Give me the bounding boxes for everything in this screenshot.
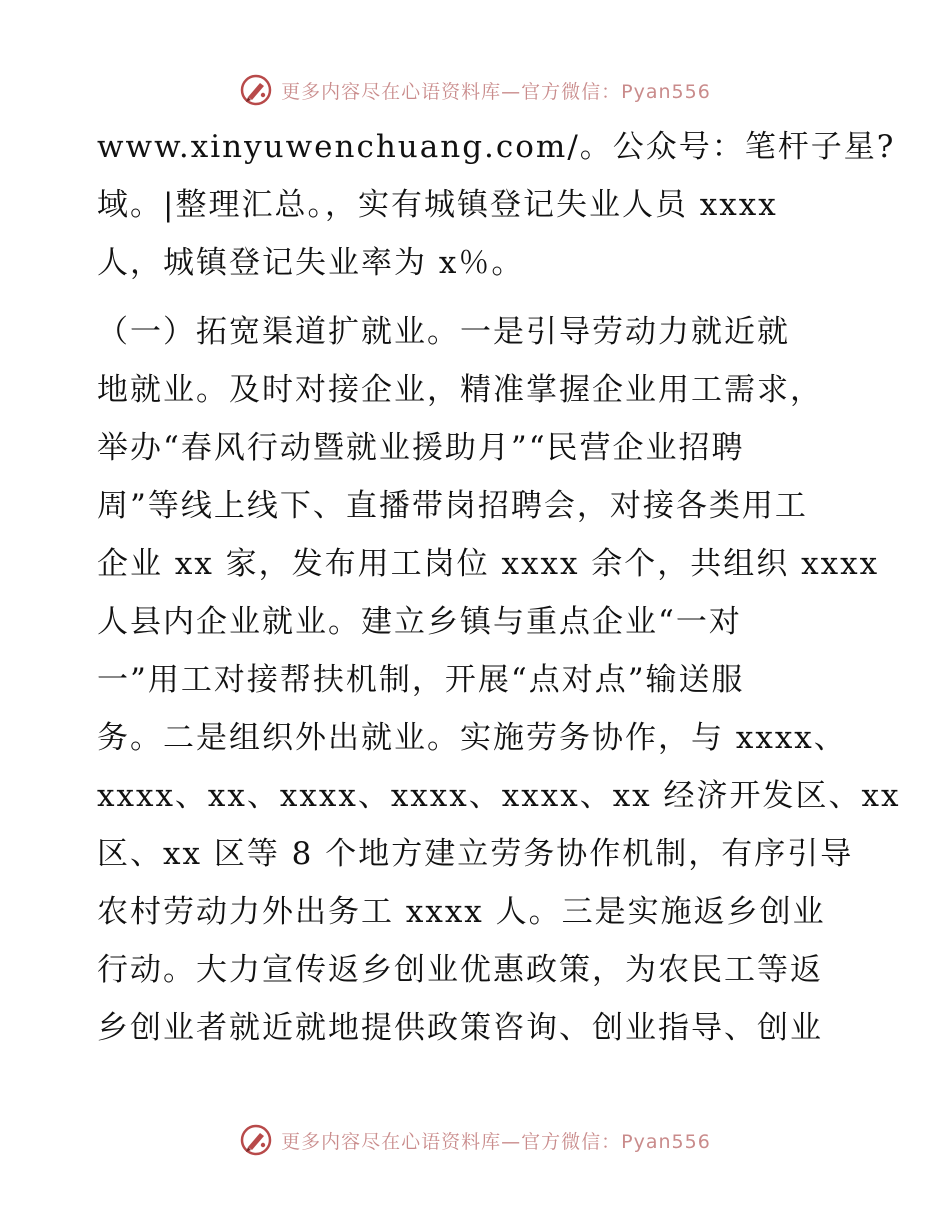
- text-line: 举办“春风行动暨就业援助月”“民营企业招聘: [97, 430, 745, 466]
- footer-banner: [0, 1120, 950, 1160]
- text-line: xxxx、xx、xxxx、xxxx、xxxx、xx 经济开发区、xx: [97, 778, 901, 814]
- text-line: （一）拓宽渠道扩就业。一是引导劳动力就近就: [97, 314, 790, 350]
- header-banner: [0, 70, 950, 110]
- text-line: 务。二是组织外出就业。实施劳务协作，与 xxxx、: [97, 720, 847, 756]
- text-line: 农村劳动力外出务工 xxxx 人。三是实施返乡创业: [97, 894, 826, 930]
- text-line: www.xinyuwenchuang.com/。公众号：笔杆子星?: [97, 129, 896, 165]
- paragraph: [97, 118, 896, 292]
- pen-logo-icon: [239, 73, 273, 107]
- text-line: 行动。大力宣传返乡创业优惠政策，为农民工等返: [97, 952, 823, 988]
- paragraph: [97, 303, 901, 1057]
- text-line: 地就业。及时对接企业，精准掌握企业用工需求，: [97, 372, 823, 408]
- header-banner-text: 更多内容尽在心语资料库—官方微信：Pyan556: [281, 80, 711, 103]
- footer-banner-text: 更多内容尽在心语资料库—官方微信：Pyan556: [281, 1130, 711, 1153]
- pen-logo-icon: [239, 1123, 273, 1157]
- text-line: 周”等线上线下、直播带岗招聘会，对接各类用工: [97, 488, 808, 524]
- document-body: [97, 118, 901, 1057]
- text-line: 域。|整理汇总。，实有城镇登记失业人员 xxxx: [97, 187, 778, 223]
- text-line: 人县内企业就业。建立乡镇与重点企业“一对: [97, 604, 742, 640]
- text-line: 一”用工对接帮扶机制，开展“点对点”输送服: [97, 662, 745, 698]
- text-line: 企业 xx 家，发布用工岗位 xxxx 余个，共组织 xxxx: [97, 546, 880, 582]
- text-line: 区、xx 区等 8 个地方建立劳务协作机制，有序引导: [97, 836, 854, 872]
- text-line: 人，城镇登记失业率为 x％。: [97, 245, 525, 281]
- text-line: 乡创业者就近就地提供政策咨询、创业指导、创业: [97, 1010, 823, 1046]
